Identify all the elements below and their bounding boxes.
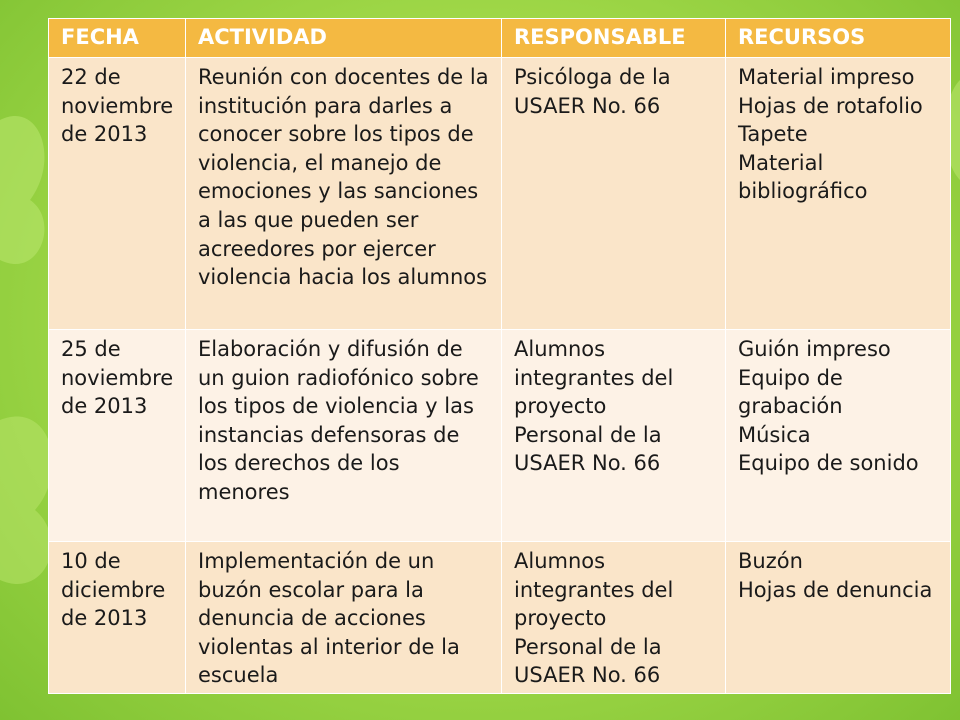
header-fecha: FECHA	[49, 19, 186, 58]
cell-fecha	[49, 542, 186, 694]
header-recursos: RECURSOS	[726, 19, 951, 58]
cell-responsable	[502, 542, 726, 694]
table-row	[49, 542, 951, 694]
recurso-line: Material impreso	[738, 65, 915, 89]
cell-recursos	[726, 542, 951, 694]
fecha-text: 22 de noviembre de 2013	[61, 65, 174, 147]
recurso-line: Material bibliográfico	[738, 150, 868, 204]
recurso-line: Buzón	[738, 549, 803, 573]
activity-schedule-table	[48, 18, 951, 694]
table-header-row	[49, 19, 951, 58]
header-actividad: ACTIVIDAD	[186, 19, 502, 58]
header-responsable: RESPONSABLE	[502, 19, 726, 58]
responsable-line: Personal de la USAER No. 66	[514, 422, 662, 476]
responsable-line: Alumnos integrantes del proyecto	[514, 337, 674, 419]
cell-actividad	[186, 58, 502, 330]
recurso-line: Equipo de grabación	[738, 365, 843, 419]
responsable-line: Psicóloga de la USAER No. 66	[514, 65, 671, 118]
cell-fecha	[49, 58, 186, 330]
recurso-line: Música	[738, 422, 811, 447]
recurso-line: Equipo de sonido	[738, 451, 919, 476]
fecha-text: 25 de noviembre de 2013	[61, 337, 174, 419]
cell-recursos	[726, 330, 951, 542]
actividad-text: Elaboración y difusión de un guion radiofónico sobre los tipos de violencia y las instancias defensoras de los derechos de los menores	[198, 337, 479, 504]
responsable-line: Personal de la USAER No. 66	[514, 634, 662, 688]
cell-responsable	[502, 330, 726, 542]
table-row	[49, 58, 951, 330]
actividad-text: Reunión con docentes de la institución para darles a conocer sobre los tipos de violencia, el manejo de emociones y las sanciones a las que pueden ser acreedores por ejercer violencia hacia los alumnos	[198, 65, 489, 290]
cell-responsable	[502, 58, 726, 330]
cell-actividad	[186, 542, 502, 694]
cell-fecha	[49, 330, 186, 542]
recurso-line: Hojas de rotafolio	[738, 93, 923, 118]
recurso-line: Hojas de denuncia	[738, 577, 933, 602]
recurso-line: Guión impreso	[738, 337, 891, 361]
recurso-line: Tapete	[738, 122, 808, 147]
responsable-line: Alumnos integrantes del proyecto	[514, 549, 674, 631]
actividad-text: Implementación de un buzón escolar para la denuncia de acciones violentas al interior de la escuela	[198, 549, 460, 688]
cell-recursos	[726, 58, 951, 330]
cell-actividad	[186, 330, 502, 542]
table-row	[49, 330, 951, 542]
fecha-text: 10 de diciembre de 2013	[61, 549, 166, 631]
